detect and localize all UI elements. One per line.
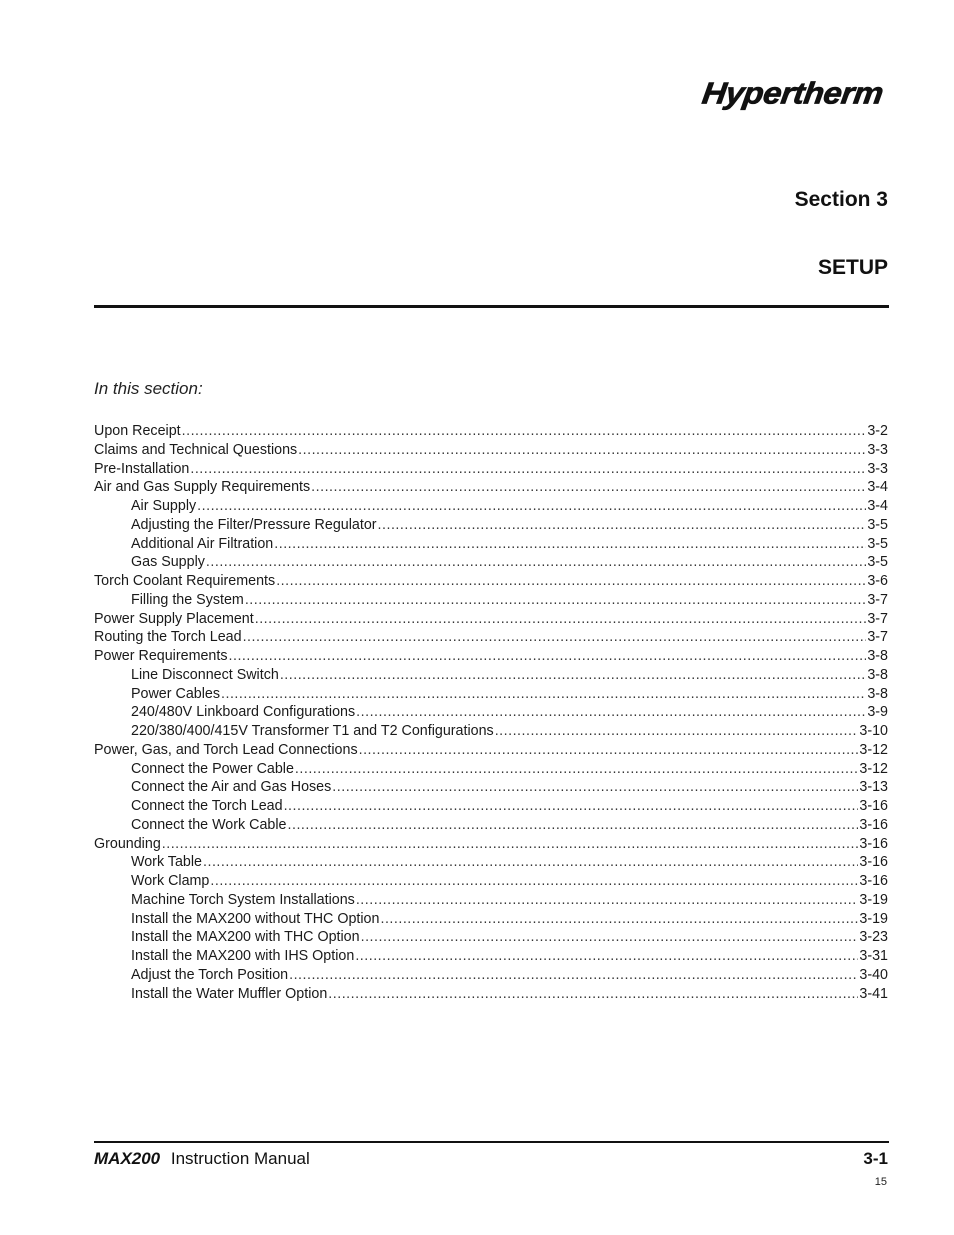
toc-entry-page: 3-16 — [859, 873, 888, 889]
toc-dot-leader — [359, 741, 859, 760]
toc-entry-label: Connect the Torch Lead — [131, 798, 283, 814]
toc-entry-label: Connect the Work Cable — [131, 816, 287, 833]
toc-entry-page: 3-5 — [867, 535, 888, 552]
toc-entry-label: Machine Torch System Installations — [131, 891, 355, 908]
toc-dot-leader — [229, 647, 867, 666]
toc-entry-page: 3-8 — [867, 648, 888, 664]
toc-entry-label: Pre-Installation — [94, 460, 190, 477]
toc-entry-label: Grounding — [94, 835, 161, 852]
toc-dot-leader — [288, 816, 859, 835]
toc-entry-page: 3-12 — [859, 741, 888, 758]
toc-entry-label: Connect the Power Cable — [131, 760, 294, 777]
toc-entry-label: Adjusting the Filter/Pressure Regulator — [131, 516, 377, 533]
toc-entry-label: Line Disconnect Switch — [131, 666, 279, 683]
toc-entry[interactable] — [94, 535, 888, 554]
toc-entry[interactable] — [94, 516, 888, 535]
toc-entry-label: Torch Coolant Requirements — [94, 573, 276, 589]
toc-entry-page: 3-9 — [867, 704, 888, 721]
toc-dot-leader — [332, 778, 858, 797]
toc-dot-leader — [162, 835, 859, 854]
toc-dot-leader — [210, 872, 858, 891]
toc-entry-label: 240/480V Linkboard Configurations — [131, 704, 356, 721]
toc-entry-page: 3-7 — [867, 629, 888, 646]
footer-sheet-number: 15 — [874, 1176, 887, 1188]
toc-entry-label: Air Supply — [131, 498, 197, 514]
toc-entry[interactable] — [94, 910, 888, 929]
toc-dot-leader — [284, 797, 859, 816]
toc-entry-label: Power Supply Placement — [94, 610, 254, 627]
toc-dot-leader — [289, 966, 858, 985]
toc-dot-leader — [328, 985, 858, 1004]
toc-dot-leader — [380, 910, 858, 929]
toc-entry-label: Install the MAX200 with IHS Option — [131, 948, 355, 964]
toc-entry-page: 3-3 — [867, 460, 888, 477]
toc-dot-leader — [274, 535, 866, 554]
toc-entry-page: 3-40 — [859, 966, 888, 983]
toc-entry-label: Air and Gas Supply Requirements — [94, 479, 311, 496]
footer-manual-label: Instruction Manual — [170, 1149, 310, 1168]
toc-entry-page: 3-5 — [867, 554, 888, 571]
toc-entry[interactable] — [94, 797, 888, 816]
toc-dot-leader — [295, 760, 858, 779]
toc-entry-page: 3-16 — [859, 835, 888, 852]
toc-entry[interactable] — [94, 985, 888, 1004]
toc-entry-page: 3-23 — [859, 929, 888, 946]
toc-dot-leader — [206, 553, 866, 572]
toc-entry[interactable] — [94, 891, 888, 910]
toc-entry-label: Connect the Air and Gas Hoses — [131, 779, 332, 796]
toc-entry-label: Power, Gas, and Torch Lead Connections — [94, 741, 358, 758]
toc-entry-label: Power Cables — [131, 685, 220, 702]
toc-dot-leader — [280, 666, 867, 685]
toc-dot-leader — [356, 703, 866, 722]
toc-entry-page: 3-19 — [859, 910, 888, 927]
header-divider — [94, 305, 889, 308]
toc-dot-leader — [276, 572, 866, 591]
toc-entry-page: 3-7 — [867, 610, 888, 627]
toc-entry[interactable] — [94, 928, 888, 947]
toc-entry-label: 220/380/400/415V Transformer T1 and T2 Configurations — [131, 723, 494, 739]
footer-model: MAX200 — [94, 1149, 161, 1168]
toc-entry[interactable] — [94, 778, 888, 797]
toc-entry-page: 3-3 — [867, 441, 888, 458]
toc-entry[interactable] — [94, 610, 888, 629]
toc-entry-page: 3-19 — [859, 891, 888, 908]
toc-entry-page: 3-16 — [859, 816, 888, 833]
toc-entry[interactable] — [94, 853, 888, 872]
toc-entry[interactable] — [94, 666, 888, 685]
toc-dot-leader — [361, 928, 859, 947]
toc-entry-label: Install the MAX200 without THC Option — [131, 910, 380, 927]
toc-entry-page: 3-6 — [867, 573, 888, 589]
toc-entry[interactable] — [94, 947, 888, 966]
intro-heading: In this section: — [94, 379, 203, 398]
toc-entry-label: Power Requirements — [94, 648, 228, 664]
toc-dot-leader — [182, 422, 867, 441]
toc-dot-leader — [243, 628, 867, 647]
toc-entry[interactable] — [94, 497, 888, 516]
toc-entry-label: Install the MAX200 with THC Option — [131, 929, 360, 946]
toc-entry-label: Additional Air Filtration — [131, 535, 274, 552]
toc-entry-page: 3-8 — [867, 666, 888, 683]
toc-entry-page: 3-13 — [859, 779, 888, 796]
toc-dot-leader — [311, 478, 866, 497]
toc-entry[interactable] — [94, 422, 888, 441]
toc-entry[interactable] — [94, 703, 888, 722]
toc-entry[interactable] — [94, 872, 888, 891]
toc-entry[interactable] — [94, 741, 888, 760]
toc-entry[interactable] — [94, 572, 888, 591]
toc-dot-leader — [298, 441, 866, 460]
toc-entry[interactable] — [94, 816, 888, 835]
footer-page-number: 3-1 — [863, 1149, 888, 1168]
toc-entry[interactable] — [94, 760, 888, 779]
toc-dot-leader — [221, 685, 866, 704]
toc-dot-leader — [190, 460, 866, 479]
toc-entry-page: 3-5 — [867, 516, 888, 533]
toc-entry-label: Gas Supply — [131, 554, 205, 571]
toc-entry[interactable] — [94, 647, 888, 666]
toc-entry-label: Work Clamp — [131, 873, 210, 889]
toc-dot-leader — [355, 947, 858, 966]
toc-dot-leader — [203, 853, 858, 872]
toc-entry[interactable] — [94, 835, 888, 854]
section-title: SETUP — [817, 256, 888, 279]
toc-entry-page: 3-8 — [867, 685, 888, 702]
section-label: Section 3 — [794, 188, 888, 211]
toc-entry-page: 3-7 — [867, 591, 888, 608]
toc-entry-page: 3-16 — [859, 854, 888, 871]
toc-entry-page: 3-31 — [859, 948, 888, 964]
toc-entry-page: 3-41 — [859, 985, 888, 1002]
toc-dot-leader — [378, 516, 867, 535]
toc-entry[interactable] — [94, 460, 888, 479]
footer-divider — [94, 1141, 889, 1143]
toc-dot-leader — [255, 610, 867, 629]
table-of-contents — [94, 422, 888, 1003]
toc-entry-page: 3-4 — [867, 498, 888, 514]
toc-entry-label: Install the Water Muffler Option — [131, 985, 328, 1002]
toc-entry-page: 3-4 — [867, 479, 888, 496]
toc-entry[interactable] — [94, 966, 888, 985]
toc-entry-page: 3-12 — [859, 760, 888, 777]
toc-entry-label: Claims and Technical Questions — [94, 441, 298, 458]
toc-entry[interactable] — [94, 628, 888, 647]
toc-entry-label: Adjust the Torch Position — [131, 966, 289, 983]
toc-entry-label: Routing the Torch Lead — [94, 629, 242, 646]
toc-entry-page: 3-10 — [859, 723, 888, 739]
toc-dot-leader — [197, 497, 866, 516]
toc-entry-page: 3-2 — [867, 423, 888, 439]
toc-entry-label: Filling the System — [131, 591, 244, 608]
toc-entry[interactable] — [94, 441, 888, 460]
toc-dot-leader — [245, 591, 867, 610]
toc-dot-leader — [356, 891, 859, 910]
toc-entry[interactable] — [94, 722, 888, 741]
toc-entry[interactable] — [94, 685, 888, 704]
toc-entry-label: Upon Receipt — [94, 423, 181, 439]
footer-manual-title — [94, 1149, 310, 1169]
toc-entry-page: 3-16 — [859, 798, 888, 814]
toc-entry[interactable] — [94, 478, 888, 497]
toc-dot-leader — [495, 722, 859, 741]
hypertherm-logo: Hypertherm — [700, 76, 886, 111]
toc-entry[interactable] — [94, 591, 888, 610]
toc-entry-label: Work Table — [131, 854, 202, 871]
toc-entry[interactable] — [94, 553, 888, 572]
